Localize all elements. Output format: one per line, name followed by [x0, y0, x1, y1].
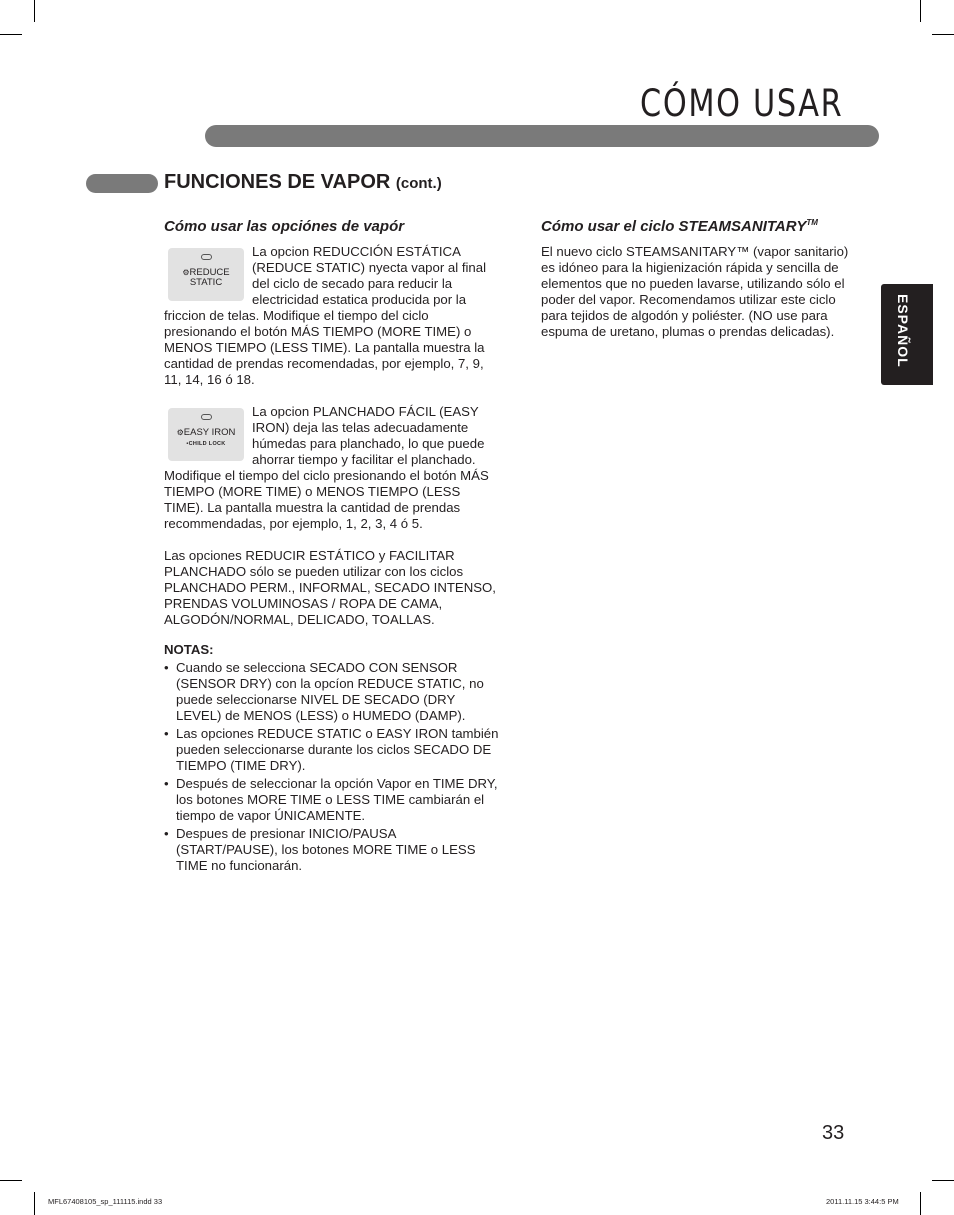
note-item [164, 660, 499, 724]
easy-iron-button-image [168, 408, 244, 461]
language-tab-label: ESPAÑOL [895, 294, 911, 368]
button-label-line1: EASY IRON [183, 427, 236, 438]
option-description: La opcion PLANCHADO FÁCIL (EASY IRON) deja las telas adecuadamente húmedas para planchado, lo que puede ahorrar tiempo y facilitar el planchado. Modifique el tiempo del ciclo presionando el botón MÁS TIEMPO (MORE TIME) o MENOS TIEMPO (LESS TIME). La pantalla muestra la cantidad de prendas recommendadas, por ejemplo, 1, 2, 3, 4 ó 5. [164, 404, 489, 531]
left-subheading: Cómo usar las opciónes de vapór [164, 218, 405, 235]
crop-mark [34, 0, 35, 22]
crop-mark [0, 1180, 22, 1181]
compatibility-paragraph: Las opciones REDUCIR ESTÁTICO y FACILITAR PLANCHADO sólo se pueden utilizar con los ciclos PLANCHADO PERM., INFORMAL, SECADO INTENSO, PRENDAS VOLUMINOSAS / ROPA DE CAMA, ALGODÓN/NORMAL, DELICADO, TOALLAS. [164, 548, 496, 627]
footer-timestamp: 2011.11.15 3:44:5 PM [826, 1197, 899, 1206]
crop-mark [0, 34, 22, 35]
left-column [164, 244, 499, 876]
option-reduce-static [164, 244, 499, 388]
lock-icon: ⚙ [182, 268, 190, 277]
title-bar [205, 125, 879, 147]
bullet-icon: • [164, 826, 169, 841]
note-item [164, 776, 499, 824]
footer-file-info: MFL67408105_sp_111115.indd 33 [48, 1197, 163, 1206]
page-title: CÓMO USAR [640, 82, 844, 125]
crop-mark [920, 0, 921, 22]
crop-mark [932, 34, 954, 35]
note-item [164, 726, 499, 774]
crop-mark [920, 1192, 921, 1215]
trademark: TM [806, 218, 818, 227]
section-heading [164, 171, 442, 194]
note-item [164, 826, 499, 874]
led-indicator-icon [201, 414, 212, 420]
section-heading-text: FUNCIONES DE VAPOR [164, 171, 391, 193]
option-easy-iron [164, 404, 499, 532]
bullet-icon: • [164, 660, 169, 675]
right-subheading-text: Cómo usar el ciclo STEAMSANITARY [541, 218, 807, 235]
note-text: Cuando se selecciona SECADO CON SENSOR (SENSOR DRY) con la opcíon REDUCE STATIC, no puede seleccionarse NIVEL DE SECADO (DRY LEVEL) de MENOS (LESS) o HUMEDO (DAMP). [176, 660, 484, 723]
button-sublabel: •CHILD LOCK [186, 441, 226, 447]
steamsanitary-description: El nuevo ciclo STEAMSANITARY™ (vapor sanitario) es idóneo para la higienización rápida y sencilla de elementos que no pueden lavarse, utilizando sólo el poder del vapor. Recomendamos utilizar este ciclo para tejidos de algodón y poliéster. (NO use para espuma de uretano, plumas o prendas delicadas). [541, 244, 849, 339]
reduce-static-button-image [168, 248, 244, 301]
led-indicator-icon [201, 254, 212, 260]
note-text: Despues de presionar INICIO/PAUSA (START/PAUSE), los botones MORE TIME o LESS TIME no funcionarán. [176, 826, 476, 873]
bullet-icon: • [164, 776, 169, 791]
right-column [541, 244, 861, 340]
note-text: Después de seleccionar la opción Vapor en TIME DRY, los botones MORE TIME o LESS TIME cambiarán el tiempo de vapor ÚNICAMENTE. [176, 776, 498, 823]
right-subheading [541, 218, 818, 235]
bullet-icon: • [164, 726, 169, 741]
page-number: 33 [822, 1122, 845, 1144]
crop-mark [932, 1180, 954, 1181]
notes-title: NOTAS: [164, 642, 214, 657]
option-description: La opcion REDUCCIÓN ESTÁTICA (REDUCE STATIC) nyecta vapor al final del ciclo de secado para reducir la electricidad estatica producida por la friccion de telas. Modifique el tiempo del ciclo presionando el botón MÁS TIEMPO (MORE TIME) o MENOS TIEMPO (LESS TIME). La pantalla muestra la cantidad de prendas recomendadas, por ejemplo, 7, 9, 11, 14, 16 ó 18. [164, 244, 487, 387]
button-label-line2: STATIC [189, 277, 223, 288]
button-label-line1: REDUCE [189, 267, 230, 278]
notes-list [164, 660, 499, 874]
crop-mark [34, 1192, 35, 1215]
lock-icon: ⚙ [176, 428, 184, 437]
section-pill [86, 174, 158, 193]
note-text: Las opciones REDUCE STATIC o EASY IRON también pueden seleccionarse durante los ciclos SECADO DE TIEMPO (TIME DRY). [176, 726, 499, 773]
language-tab [881, 284, 933, 385]
section-heading-suffix: (cont.) [395, 175, 442, 192]
